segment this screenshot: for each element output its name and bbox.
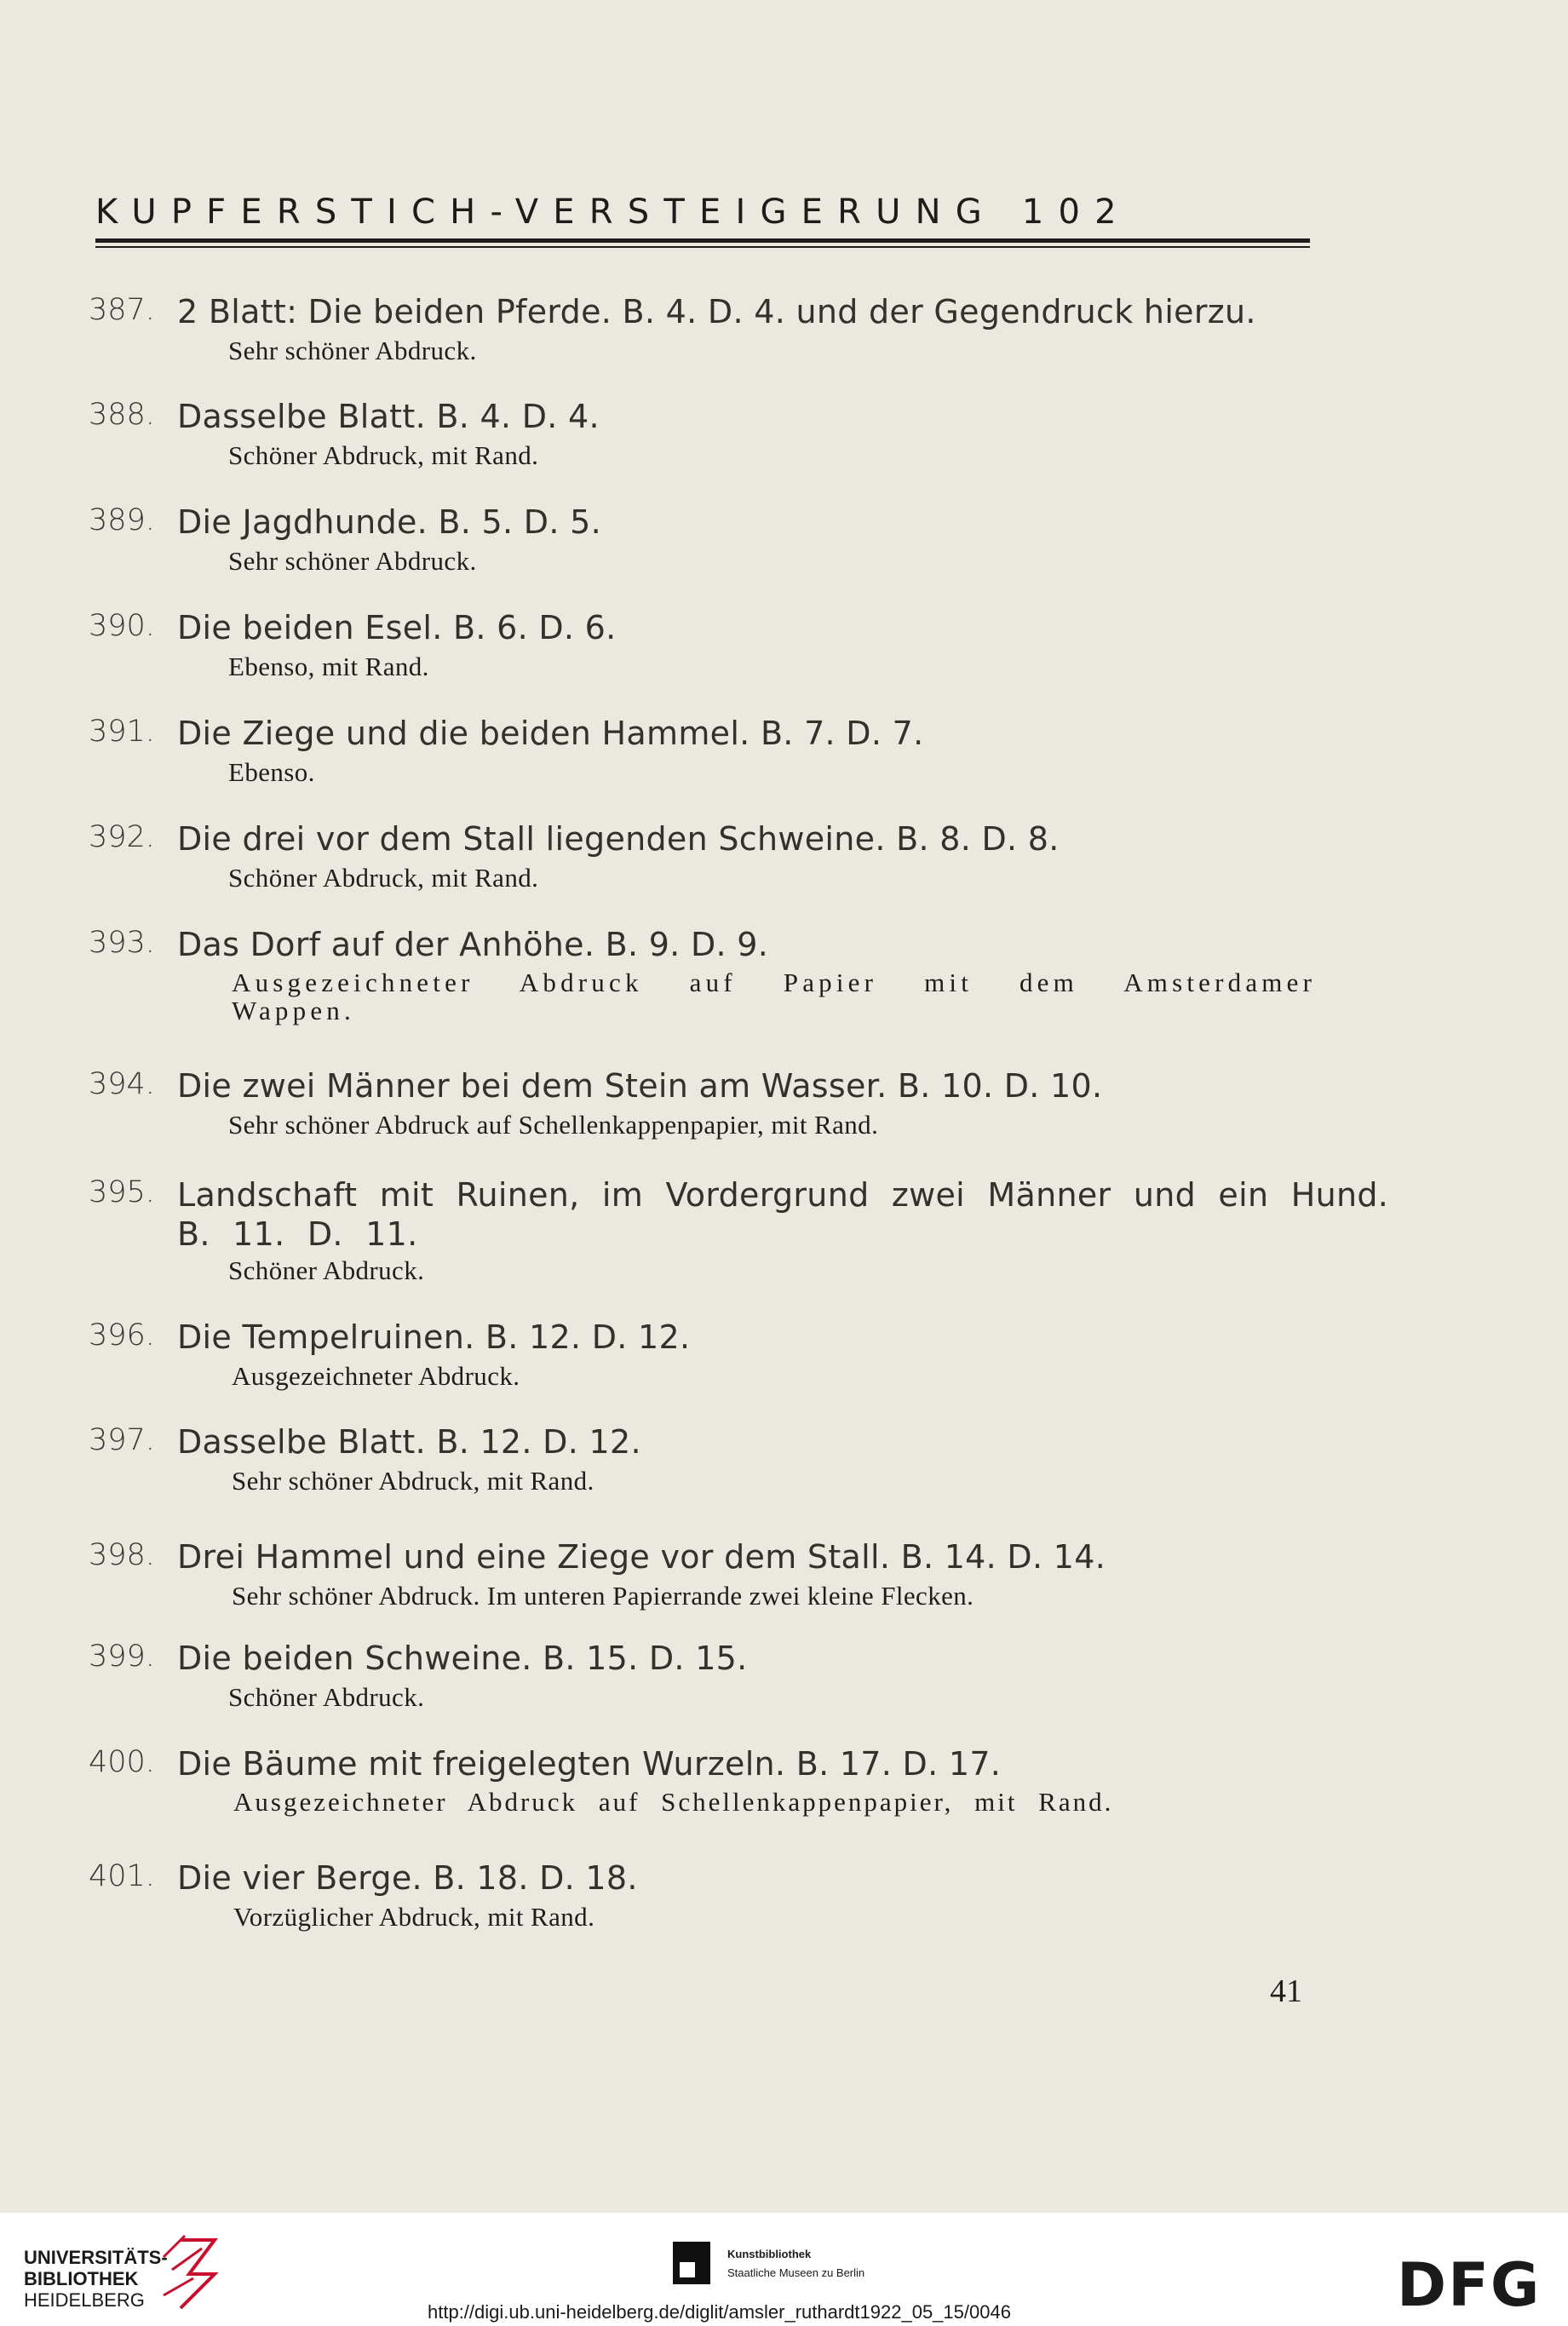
entry-description: Vorzüglicher Abdruck, mit Rand. <box>233 1902 595 1932</box>
entry-title: Landschaft mit Ruinen, im Vordergrund zwei Männer und ein Hund. B. 11. D. 11. <box>177 1176 1389 1253</box>
entry-title: Die Bäume mit freigelegten Wurzeln. B. 17. D. 17. <box>177 1745 1002 1783</box>
entry-description: Sehr schöner Abdruck, mit Rand. <box>232 1466 594 1496</box>
entry-number: 398. <box>89 1538 155 1572</box>
entry-description: Sehr schöner Abdruck. Im unteren Papierrande zwei kleine Flecken. <box>232 1581 974 1611</box>
entry-title: Die drei vor dem Stall liegenden Schweine. B. 8. D. 8. <box>177 820 1060 858</box>
uni-logo-line1: UNIVERSITÄTS- <box>24 2247 168 2268</box>
running-head: KUPFERSTICH-VERSTEIGERUNG 102 <box>95 192 1131 232</box>
entry-description: Schöner Abdruck. <box>228 1682 425 1712</box>
entry-title: Dasselbe Blatt. B. 12. D. 12. <box>177 1423 641 1461</box>
entry-description: Sehr schöner Abdruck auf Schellenkappenpapier, mit Rand. <box>228 1110 879 1140</box>
entry-number: 399. <box>89 1640 155 1674</box>
entry-title: Die vier Berge. B. 18. D. 18. <box>177 1859 638 1897</box>
entry-title: Das Dorf auf der Anhöhe. B. 9. D. 9. <box>177 926 769 963</box>
heidelberg-library-logo[interactable] <box>24 2247 168 2311</box>
entry-title: Dasselbe Blatt. B. 4. D. 4. <box>177 398 600 435</box>
entry-number: 396. <box>89 1318 155 1353</box>
entry-number: 395. <box>89 1175 155 1209</box>
entry-description: Schöner Abdruck. <box>228 1255 425 1285</box>
entry-number: 388. <box>89 398 155 432</box>
dfg-logo[interactable]: DFG <box>1397 2250 1542 2320</box>
entry-number: 401. <box>89 1859 155 1893</box>
entry-title: Die Jagdhunde. B. 5. D. 5. <box>177 503 601 541</box>
entry-description: Ebenso. <box>228 757 315 787</box>
entry-number: 394. <box>89 1067 155 1101</box>
entry-title: Die beiden Schweine. B. 15. D. 15. <box>177 1640 748 1677</box>
permalink-url[interactable]: http://digi.ub.uni-heidelberg.de/diglit/amsler_ruthardt1922_05_15/0046 <box>428 2301 1011 2323</box>
digitization-footer <box>0 2213 1568 2326</box>
head-rule-thick <box>95 238 1310 243</box>
entry-number: 400. <box>89 1745 155 1779</box>
entry-number: 393. <box>89 926 155 960</box>
entry-description: Ausgezeichneter Abdruck auf Schellenkappenpapier, mit Rand. <box>233 1787 1114 1817</box>
heidelberg-mark-icon <box>155 2231 223 2312</box>
entry-title: Die beiden Esel. B. 6. D. 6. <box>177 609 617 646</box>
entry-number: 397. <box>89 1423 155 1457</box>
uni-logo-line2: BIBLIOTHEK <box>24 2268 139 2289</box>
kunstbibliothek-logo-icon <box>673 2242 710 2284</box>
entry-description: Ausgezeichneter Abdruck. <box>232 1361 520 1391</box>
kunstbibliothek-label <box>727 2245 864 2283</box>
entry-title: Die Ziege und die beiden Hammel. B. 7. D. 7. <box>177 715 924 752</box>
page-number: 41 <box>1270 1973 1302 2009</box>
entry-title: Die zwei Männer bei dem Stein am Wasser. B. 10. D. 10. <box>177 1067 1103 1105</box>
entry-title: Die Tempelruinen. B. 12. D. 12. <box>177 1318 691 1356</box>
kb-line2: Staatliche Museen zu Berlin <box>727 2266 865 2279</box>
entry-description: Sehr schöner Abdruck. <box>228 336 477 365</box>
entry-number: 392. <box>89 820 155 854</box>
entry-description: Sehr schöner Abdruck. <box>228 546 477 576</box>
entry-number: 391. <box>89 715 155 749</box>
entry-description: Schöner Abdruck, mit Rand. <box>228 440 539 470</box>
head-rule-thin <box>95 246 1310 248</box>
entry-number: 390. <box>89 609 155 643</box>
entry-title: Drei Hammel und eine Ziege vor dem Stall. B. 14. D. 14. <box>177 1538 1106 1576</box>
entry-number: 387. <box>89 293 155 327</box>
uni-logo-line3: HEIDELBERG <box>24 2289 145 2311</box>
entry-description: Ebenso, mit Rand. <box>228 652 429 681</box>
entry-title: 2 Blatt: Die beiden Pferde. B. 4. D. 4. und der Gegendruck hierzu. <box>177 293 1256 330</box>
entry-description: Ausgezeichneter Abdruck auf Papier mit dem Amsterdamer Wappen. <box>232 968 1317 1025</box>
entry-description: Schöner Abdruck, mit Rand. <box>228 863 539 893</box>
entry-number: 389. <box>89 503 155 537</box>
kb-line1: Kunstbibliothek <box>727 2248 812 2260</box>
